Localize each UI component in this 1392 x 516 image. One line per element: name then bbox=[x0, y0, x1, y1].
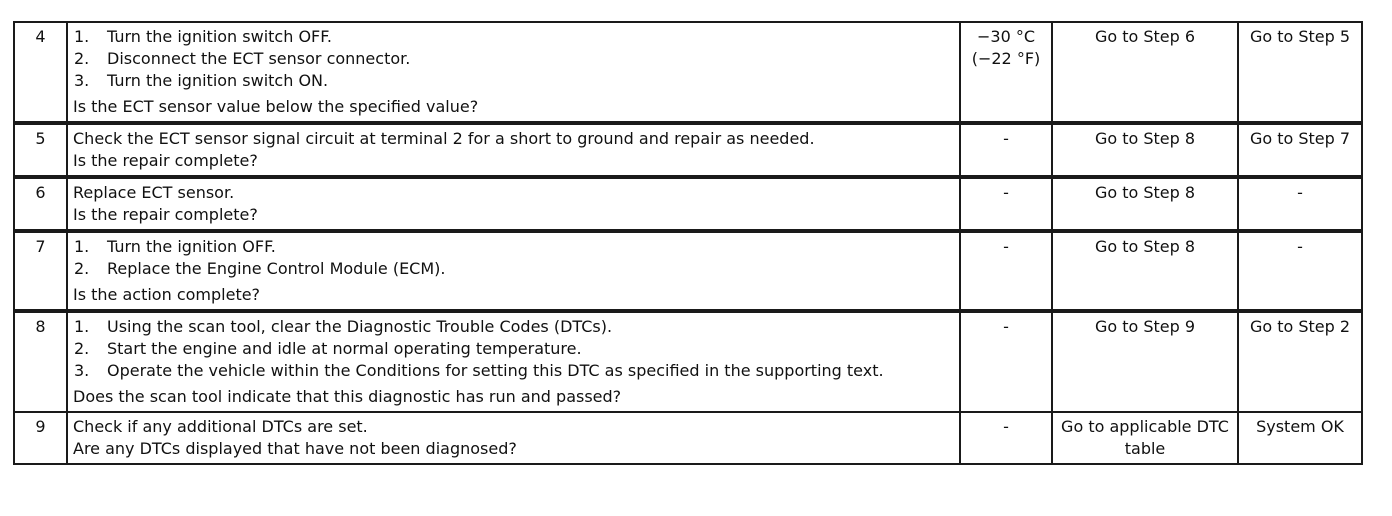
step-action bbox=[67, 412, 960, 464]
step-question: Are any DTCs displayed that have not been diagnosed? bbox=[73, 439, 517, 458]
step-yes: Go to Step 9 bbox=[1052, 311, 1238, 412]
step-value: - bbox=[960, 123, 1052, 177]
step-value: - bbox=[960, 412, 1052, 464]
step-question: Does the scan tool indicate that this diagnostic has run and passed? bbox=[73, 387, 622, 406]
action-list bbox=[73, 316, 954, 382]
step-number: 5 bbox=[14, 123, 67, 177]
step-question: Is the repair complete? bbox=[73, 205, 258, 224]
list-item: 1. Using the scan tool, clear the Diagnostic Trouble Codes (DTCs). bbox=[74, 317, 613, 336]
list-item: 2. Disconnect the ECT sensor connector. bbox=[74, 49, 411, 68]
table-row bbox=[14, 177, 1362, 231]
step-yes: Go to Step 8 bbox=[1052, 123, 1238, 177]
step-value: - bbox=[960, 231, 1052, 311]
step-no: - bbox=[1238, 177, 1362, 231]
step-value: - bbox=[960, 177, 1052, 231]
step-question: Is the action complete? bbox=[73, 285, 261, 304]
diagnostic-steps-table bbox=[13, 21, 1363, 465]
step-action bbox=[67, 123, 960, 177]
table-row bbox=[14, 22, 1362, 123]
step-question: Is the ECT sensor value below the specified value? bbox=[73, 97, 479, 116]
list-item: 3. Operate the vehicle within the Conditions for setting this DTC as specified in the supporting text. bbox=[74, 361, 884, 380]
step-text: Check if any additional DTCs are set. bbox=[73, 417, 368, 436]
step-action bbox=[67, 231, 960, 311]
list-item: 3. Turn the ignition switch ON. bbox=[74, 71, 329, 90]
step-number: 4 bbox=[14, 22, 67, 123]
step-no: System OK bbox=[1238, 412, 1362, 464]
list-item: 2. Start the engine and idle at normal operating temperature. bbox=[74, 339, 582, 358]
step-no: - bbox=[1238, 231, 1362, 311]
action-list bbox=[73, 26, 954, 92]
table-row bbox=[14, 412, 1362, 464]
step-text: Replace ECT sensor. bbox=[73, 183, 235, 202]
step-no: Go to Step 7 bbox=[1238, 123, 1362, 177]
step-number: 9 bbox=[14, 412, 67, 464]
step-value: −30 °C (−22 °F) bbox=[960, 22, 1052, 123]
step-yes: Go to Step 6 bbox=[1052, 22, 1238, 123]
step-action bbox=[67, 22, 960, 123]
step-no: Go to Step 2 bbox=[1238, 311, 1362, 412]
step-value: - bbox=[960, 311, 1052, 412]
list-item: 1. Turn the ignition switch OFF. bbox=[74, 27, 332, 46]
step-yes: Go to applicable DTC table bbox=[1052, 412, 1238, 464]
step-yes: Go to Step 8 bbox=[1052, 177, 1238, 231]
list-item: 2. Replace the Engine Control Module (ECM). bbox=[74, 259, 446, 278]
step-text: Check the ECT sensor signal circuit at terminal 2 for a short to ground and repair as needed. bbox=[73, 129, 815, 148]
table-row bbox=[14, 231, 1362, 311]
step-action bbox=[67, 177, 960, 231]
table-row bbox=[14, 311, 1362, 412]
action-list bbox=[73, 236, 954, 280]
step-number: 7 bbox=[14, 231, 67, 311]
step-number: 6 bbox=[14, 177, 67, 231]
step-action bbox=[67, 311, 960, 412]
step-no: Go to Step 5 bbox=[1238, 22, 1362, 123]
step-yes: Go to Step 8 bbox=[1052, 231, 1238, 311]
table-row bbox=[14, 123, 1362, 177]
step-number: 8 bbox=[14, 311, 67, 412]
step-question: Is the repair complete? bbox=[73, 151, 258, 170]
list-item: 1. Turn the ignition OFF. bbox=[74, 237, 276, 256]
